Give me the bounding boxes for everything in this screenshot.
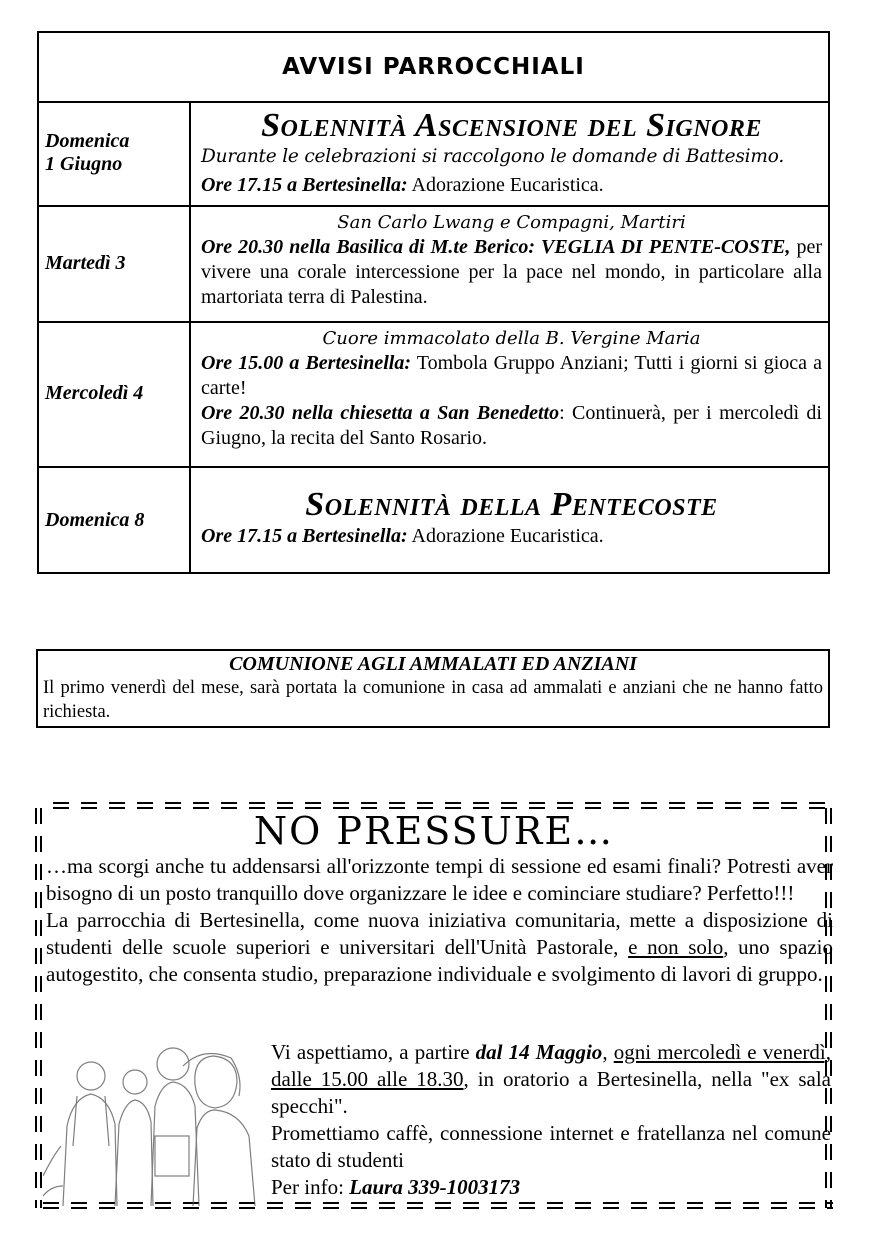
time-text: Adorazione Eucaristica. <box>407 174 604 196</box>
p2-underlined: e non solo <box>628 935 724 959</box>
time-bold: Ore 17.15 a Bertesinella: <box>201 174 408 196</box>
comunione-box <box>36 649 830 728</box>
time-bold: Ore 17.15 a Bertesinella: <box>201 525 408 547</box>
info-contact: Laura 339-1003173 <box>349 1175 521 1199</box>
solemnity-title: Solennità Ascensione del Signore <box>261 107 762 144</box>
day-label: Mercoledì 4 <box>39 321 191 466</box>
saint-of-day: Cuore immacolato della B. Vergine Maria <box>322 328 701 349</box>
day-label: Martedì 3 <box>39 205 191 321</box>
row-content <box>201 486 822 549</box>
row-content <box>201 107 822 198</box>
time-line <box>201 524 822 549</box>
avvisi-table <box>37 31 830 574</box>
event-text-1 <box>201 351 822 401</box>
intro-text: Durante le celebrazioni si raccolgono le domande di Battesimo. <box>201 146 785 167</box>
no-pressure-body <box>46 853 833 988</box>
day-line-2: 1 Giugno <box>45 153 123 175</box>
time-text: Adorazione Eucaristica. <box>407 525 604 547</box>
event-bold: Ore 20.30 nella Basilica di M.te Berico: VEGLIA DI PENTE-COSTE, <box>201 236 791 258</box>
paragraph-4: Promettiamo caffè, connessione internet e fratellanza nel comune stato di studenti <box>271 1121 831 1172</box>
comunione-text: Il primo venerdì del mese, sarà portata la comunione in casa ad ammalati e anziani che ne hanno fatto richiesta. <box>43 678 823 722</box>
day-label <box>39 101 191 205</box>
p2-text-a: La parrocchia di Bertesinella, come nuova iniziativa comunitaria, mette a disposizione di studenti delle scuole superiori e universitari dell'Unità Pastorale, <box>46 908 833 959</box>
avvisi-row-domenica-8 <box>39 466 828 574</box>
event-desc: per vivere una corale intercessione per la pace nel mondo, in particolare alla martoriata terra di Palestina. <box>201 236 822 308</box>
event-bold-2: Ore 20.30 nella chiesetta a San Benedetto <box>201 402 560 424</box>
no-pressure-box <box>33 798 835 1212</box>
info-label: Per info: <box>271 1175 350 1199</box>
time-line <box>201 173 822 198</box>
p2-text-b: , uno spazio autogestito, che consenta studio, preparazione individuale e svolgimento di lavori di gruppo. <box>46 935 834 986</box>
p3-date: dal 14 Maggio <box>475 1040 603 1064</box>
p3-sep: , <box>602 1040 614 1064</box>
info-line <box>271 1174 831 1201</box>
p3-text-c: , in oratorio a Bertesinella, nella "ex sala specchi". <box>271 1067 831 1118</box>
p3-schedule: ogni mercoledì e venerdì, dalle 15.00 alle 18.30 <box>271 1040 831 1091</box>
event-desc-1: Tombola Gruppo Anziani; Tutti i giorni si gioca a carte! <box>201 352 823 399</box>
avvisi-title: AVVISI PARROCCHIALI <box>39 33 828 103</box>
paragraph-1: …ma scorgi anche tu addensarsi all'orizzonte tempi di sessione ed esami finali? Potresti aver bisogno di un posto tranquillo dove organizzare le idee e cominciare studiare? Perfetto!!! <box>46 854 833 905</box>
students-illustration <box>43 1036 273 1206</box>
event-text <box>201 235 822 310</box>
paragraph-3 <box>271 1039 831 1120</box>
event-bold-1: Ore 15.00 a Bertesinella: <box>201 352 411 374</box>
day-line-1: Domenica <box>45 130 130 152</box>
p3-text-a: Vi aspettiamo, a partire <box>271 1040 476 1064</box>
row-content <box>201 327 822 451</box>
no-pressure-title: NO PRESSURE… <box>253 809 615 853</box>
avvisi-row-domenica-1 <box>39 101 828 207</box>
paragraph-2 <box>46 907 833 988</box>
saint-of-day: San Carlo Lwang e Compagni, Martiri <box>337 212 686 233</box>
comunione-title: COMUNIONE AGLI AMMALATI ED ANZIANI <box>229 653 637 675</box>
solemnity-title: Solennità della Pentecoste <box>305 486 718 523</box>
event-text-2 <box>201 401 822 451</box>
row-content <box>201 211 822 310</box>
day-label: Domenica 8 <box>39 466 191 574</box>
avvisi-row-martedi-3 <box>39 205 828 323</box>
no-pressure-details <box>271 1039 831 1201</box>
avvisi-row-mercoledi-4 <box>39 321 828 468</box>
event-desc-2: : Continuerà, per i mercoledì di Giugno, la recita del Santo Rosario. <box>201 402 822 449</box>
